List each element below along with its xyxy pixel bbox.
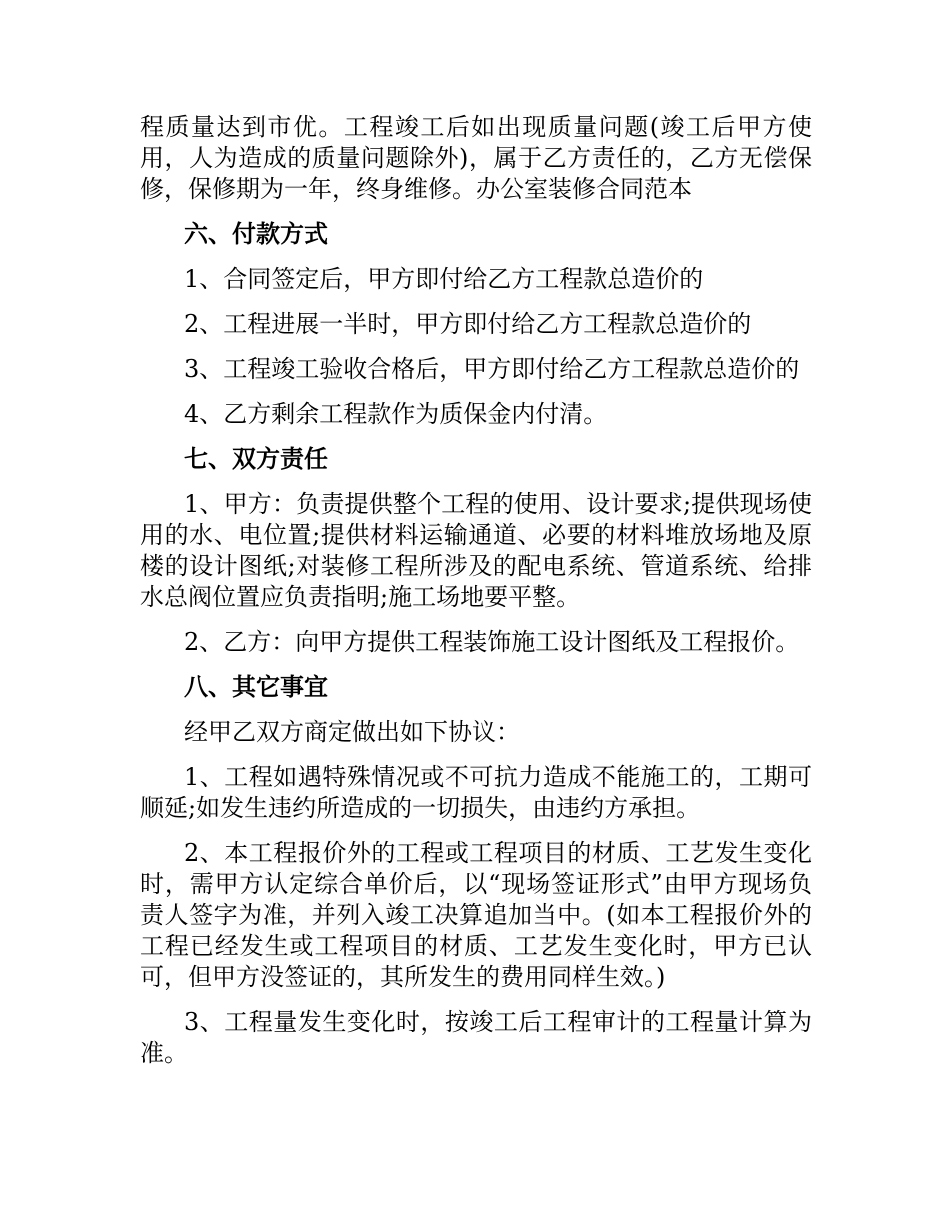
paragraph-agreement-intro: 经甲乙双方商定做出如下协议：: [184, 718, 520, 746]
paragraph-other-1: 1、工程如遇特殊情况或不可抗力造成不能施工的，工期可顺延;如发生违约所造成的一切损失，由违约方承担。: [140, 763, 812, 822]
section-heading-responsibilities: 七、双方责任: [184, 445, 328, 473]
paragraph-other-3: 3、工程量发生变化时，按竣工后工程审计的工程量计算为准。: [140, 1008, 812, 1067]
paragraph-party-b-duties: 2、乙方：向甲方提供工程装饰施工设计图纸及工程报价。: [184, 628, 800, 656]
paragraph-payment-4: 4、乙方剩余工程款作为质保金内付清。: [184, 400, 608, 428]
document-body: [140, 112, 812, 1083]
paragraph-party-a-duties: 1、甲方：负责提供整个工程的使用、设计要求;提供现场使用的水、电位置;提供材料运输通道、必要的材料堆放场地及原楼的设计图纸;对装修工程所涉及的配电系统、管道系统、给排水总阀位置应负责指明;施工场地要平整。: [140, 490, 812, 611]
paragraph-payment-3: 3、工程竣工验收合格后，甲方即付给乙方工程款总造价的: [184, 355, 800, 383]
paragraph-payment-2: 2、工程进展一半时，甲方即付给乙方工程款总造价的: [184, 310, 752, 338]
paragraph-quality-warranty: 程质量达到市优。工程竣工后如出现质量问题(竣工后甲方使用，人为造成的质量问题除外)，属于乙方责任的，乙方无偿保修，保修期为一年，终身维修。办公室装修合同范本: [140, 113, 812, 203]
paragraph-payment-1: 1、合同签定后，甲方即付给乙方工程款总造价的: [184, 265, 704, 293]
section-heading-other-matters: 八、其它事宜: [184, 673, 328, 701]
paragraph-other-2: 2、本工程报价外的工程或工程项目的材质、工艺发生变化时，需甲方认定综合单价后，以“现场签证形式”由甲方现场负责人签字为准，并列入竣工决算追加当中。(如本工程报价外的工程已经发生或工程项目的材质、工艺发生变化时，甲方已认可，但甲方没签证的，其所发生的费用同样生效。): [140, 839, 812, 991]
section-heading-payment: 六、付款方式: [184, 220, 328, 248]
